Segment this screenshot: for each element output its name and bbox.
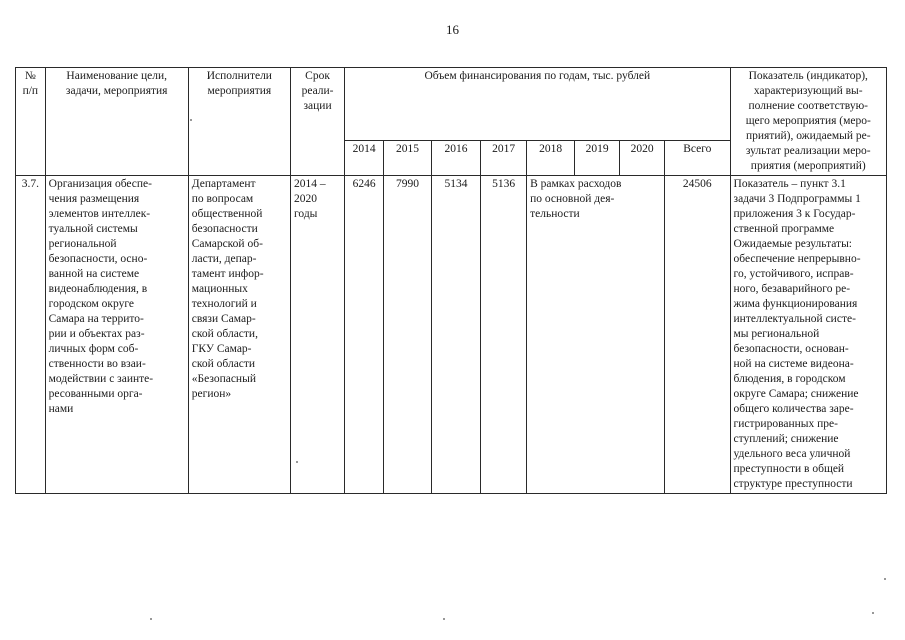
header-year-2017: 2017 xyxy=(481,140,527,175)
header-num: № п/п xyxy=(16,68,46,176)
header-funding: Объем финансирования по годам, тыс. рублей xyxy=(345,68,730,141)
funding-table xyxy=(15,67,887,494)
header-year-total: Всего xyxy=(665,140,730,175)
scan-speck xyxy=(872,612,874,614)
scan-speck xyxy=(150,618,152,620)
row-term: 2014 – 2020 годы xyxy=(290,176,344,494)
row-2017: 5136 xyxy=(481,176,527,494)
row-name: Организация обеспе- чения размещения элементов интеллек- туальной системы региональной безопасности, осно- ванной на системе видеонаблюдения, в городском округе Самара на террито- рии и объектах раз- личных форм соб- ственности во взаи- модействии с заинте- ресованными орга- нами xyxy=(45,176,188,494)
header-executors: Исполнители мероприятия xyxy=(188,68,290,176)
page-number: 16 xyxy=(446,22,459,37)
row-2018-2020: В рамках расходов по основной дея- тельности xyxy=(527,176,665,494)
header-term: Срок реали- зации xyxy=(290,68,344,176)
scan-speck xyxy=(296,461,298,463)
header-year-2015: 2015 xyxy=(383,140,431,175)
row-num: 3.7. xyxy=(16,176,46,494)
header-year-2016: 2016 xyxy=(432,140,481,175)
row-2015: 7990 xyxy=(383,176,431,494)
header-indicator: Показатель (индикатор), характеризующий вы- полнение соответствую- щего мероприятия (меро- приятий), ожидаемый ре- зультат реализации меро- приятия (мероприятий) xyxy=(730,68,886,176)
row-indicator: Показатель – пункт 3.1 задачи 3 Подпрограммы 1 приложения 3 к Государ- ственной программе Ожидаемые результаты: обеспечение непрерывно- го, устойчивого, исправ- ного, безаварийного ре- жима функционирования интеллектуальной систе- мы региональной безопасности, основан- ной на системе видеона- блюдения, в городском округе Самара; снижение общего количества заре- гистрированных пре- ступлений; снижение удельного веса уличной преступности в общей структуре преступности xyxy=(730,176,886,494)
header-year-2018: 2018 xyxy=(527,140,575,175)
row-total: 24506 xyxy=(665,176,730,494)
scan-speck xyxy=(443,618,445,620)
header-row xyxy=(16,68,887,141)
scan-speck xyxy=(884,578,886,580)
header-year-2019: 2019 xyxy=(575,140,620,175)
header-name: Наименование цели, задачи, мероприятия xyxy=(45,68,188,176)
row-2014: 6246 xyxy=(345,176,384,494)
header-year-2020: 2020 xyxy=(620,140,665,175)
row-executors: Департамент по вопросам общественной безопасности Самарской об- ласти, депар- тамент инфор- мационных технологий и связи Самар- ской области, ГКУ Самар- ской области «Безопасный регион» xyxy=(188,176,290,494)
table-row xyxy=(16,176,887,494)
row-2016: 5134 xyxy=(432,176,481,494)
header-year-2014: 2014 xyxy=(345,140,384,175)
scan-speck xyxy=(190,119,192,121)
